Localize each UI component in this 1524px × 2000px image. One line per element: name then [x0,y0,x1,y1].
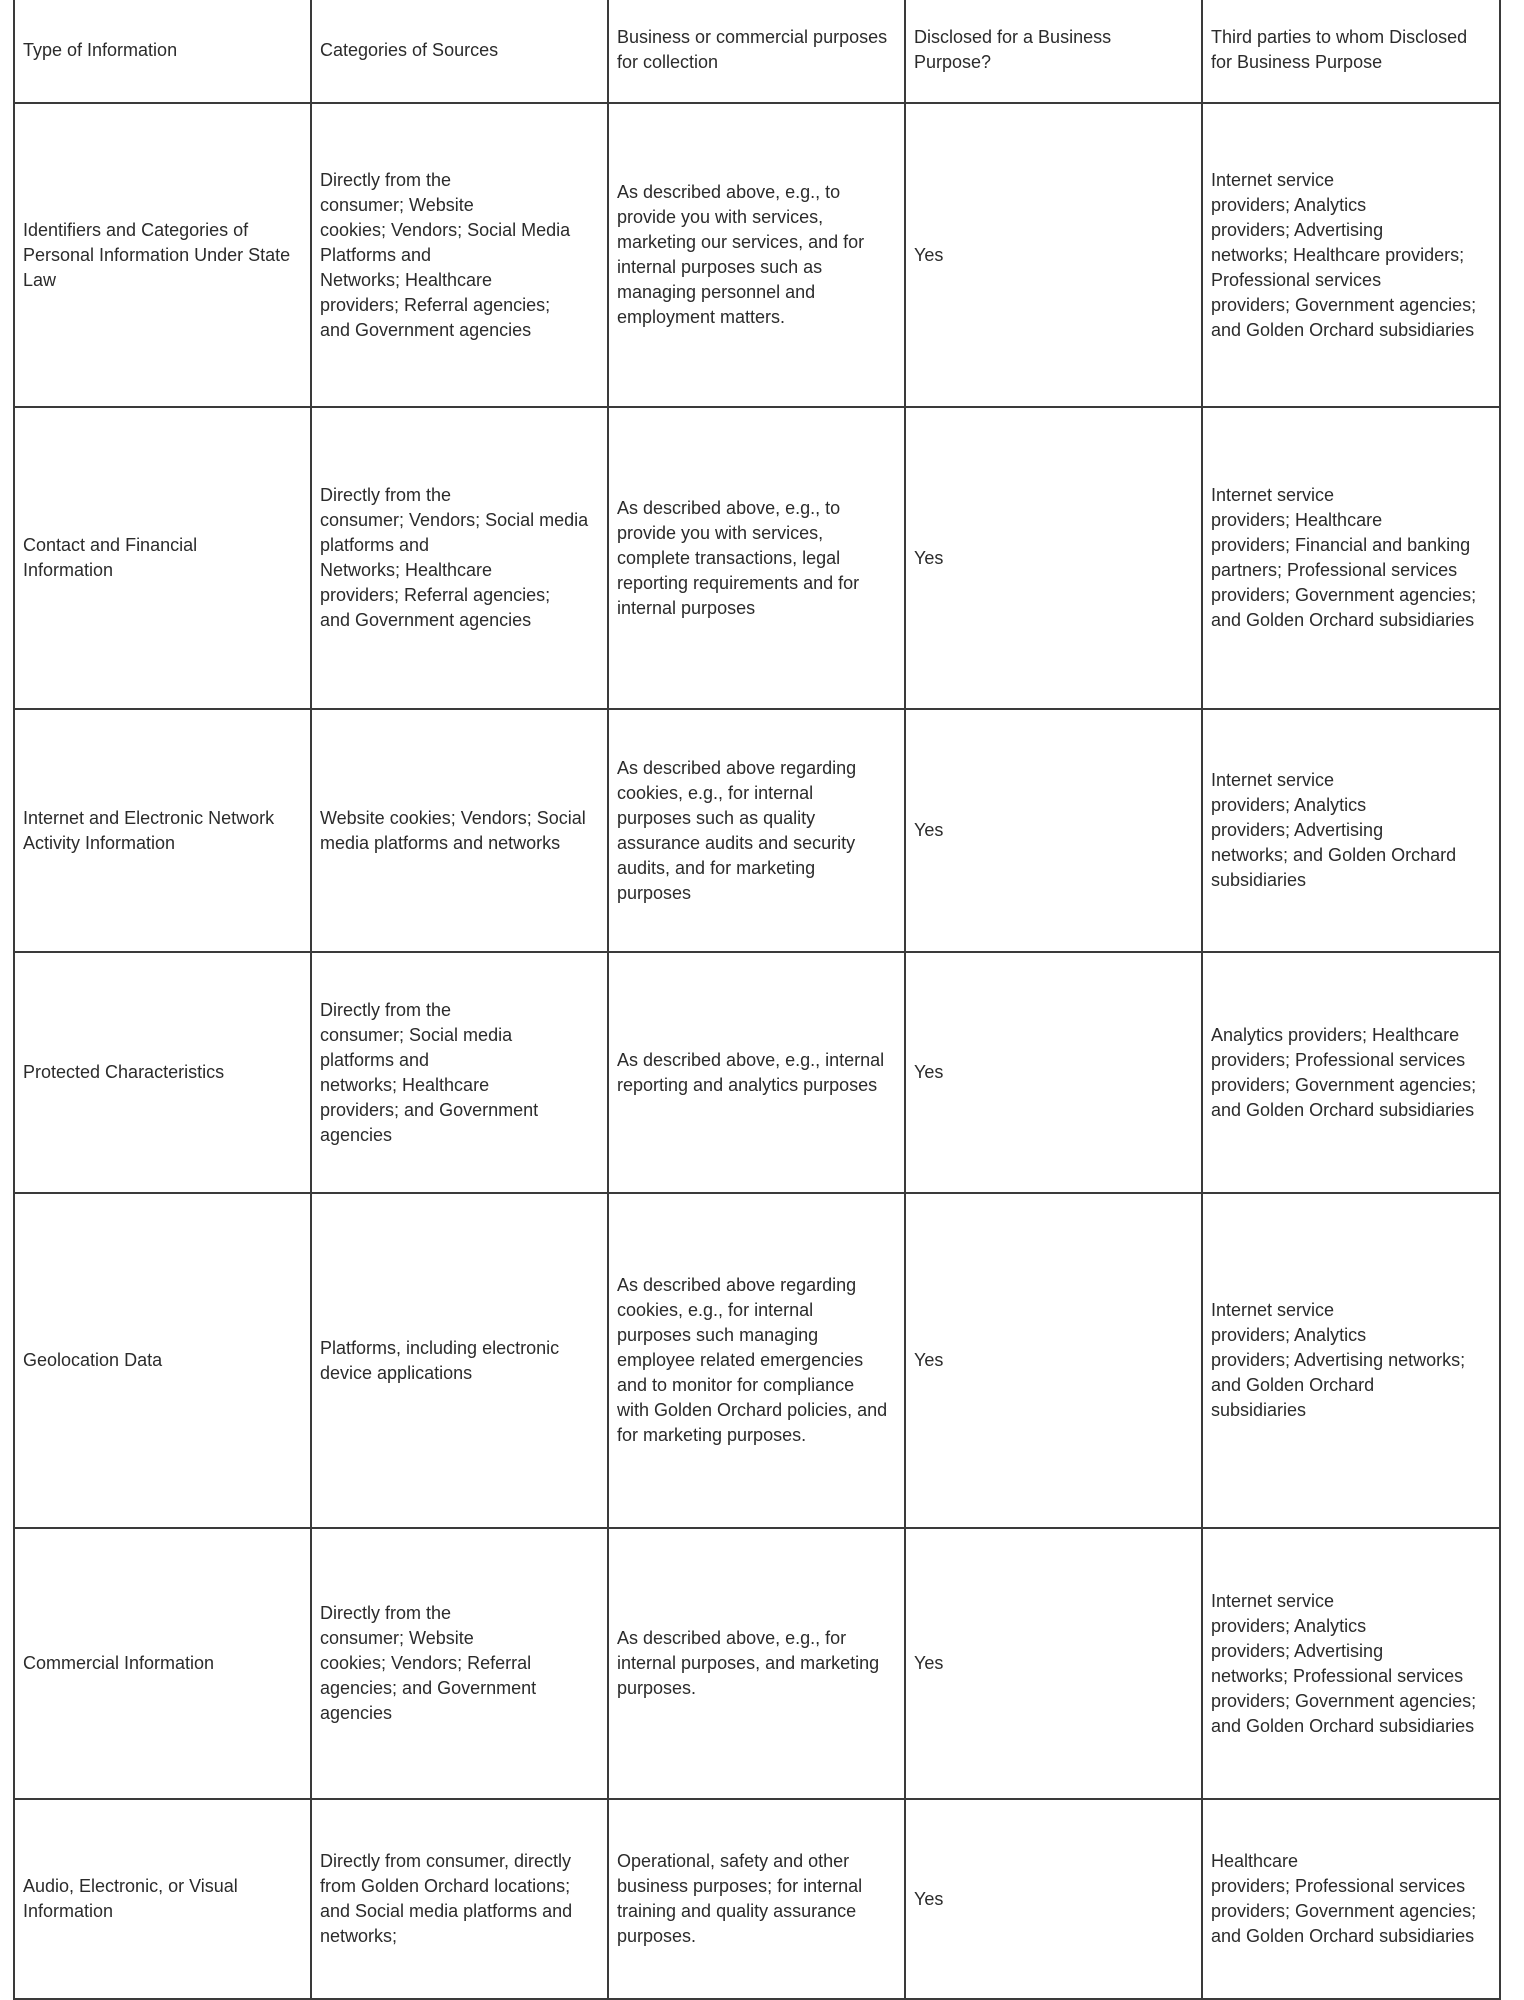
personal-information-disclosure-table [13,0,1501,2000]
cell-categories-of-sources: Directly from consumer, directly from Golden Orchard locations; and Social media platforms and networks; [311,1799,608,1999]
cell-third-parties: Internet service providers; Analytics providers; Advertising networks; Healthcare providers; Professional services providers; Government agencies; and Golden Orchard subsidiaries [1202,103,1500,407]
cell-disclosed: Yes [905,709,1202,952]
cell-categories-of-sources: Directly from the consumer; Website cookies; Vendors; Referral agencies; and Government agencies [311,1528,608,1799]
cell-type-of-information: Commercial Information [14,1528,311,1799]
cell-type-of-information: Geolocation Data [14,1193,311,1528]
cell-disclosed: Yes [905,1799,1202,1999]
cell-categories-of-sources: Directly from the consumer; Social media platforms and networks; Healthcare providers; and Government agencies [311,952,608,1193]
cell-disclosed: Yes [905,103,1202,407]
cell-disclosed: Yes [905,952,1202,1193]
table-row [14,952,1500,1193]
cell-disclosed: Yes [905,407,1202,709]
cell-categories-of-sources: Directly from the consumer; Vendors; Social media platforms and Networks; Healthcare providers; Referral agencies; and Government agencies [311,407,608,709]
table-row [14,709,1500,952]
cell-type-of-information: Internet and Electronic Network Activity Information [14,709,311,952]
cell-type-of-information: Protected Characteristics [14,952,311,1193]
cell-third-parties: Internet service providers; Analytics providers; Advertising networks; and Golden Orchard subsidiaries [1202,709,1500,952]
table-row [14,407,1500,709]
cell-disclosed: Yes [905,1193,1202,1528]
table-row [14,103,1500,407]
cell-business-purposes: As described above regarding cookies, e.g., for internal purposes such managing employee related emergencies and to monitor for compliance with Golden Orchard policies, and for marketing purposes. [608,1193,905,1528]
table-row [14,1193,1500,1528]
cell-disclosed: Yes [905,1528,1202,1799]
header-disclosed: Disclosed for a Business Purpose? [905,0,1202,103]
cell-third-parties: Internet service providers; Analytics providers; Advertising networks; and Golden Orchard subsidiaries [1202,1193,1500,1528]
cell-categories-of-sources: Directly from the consumer; Website cookies; Vendors; Social Media Platforms and Networks; Healthcare providers; Referral agencies; and Government agencies [311,103,608,407]
cell-business-purposes: As described above, e.g., to provide you with services, marketing our services, and for internal purposes such as managing personnel and employment matters. [608,103,905,407]
cell-business-purposes: As described above regarding cookies, e.g., for internal purposes such as quality assurance audits and security audits, and for marketing purposes [608,709,905,952]
cell-categories-of-sources: Platforms, including electronic device applications [311,1193,608,1528]
disclosure-table-container [13,0,1499,2000]
cell-categories-of-sources: Website cookies; Vendors; Social media platforms and networks [311,709,608,952]
cell-business-purposes: As described above, e.g., to provide you with services, complete transactions, legal reporting requirements and for internal purposes [608,407,905,709]
cell-type-of-information: Contact and Financial Information [14,407,311,709]
header-business-purposes: Business or commercial purposes for collection [608,0,905,103]
cell-business-purposes: As described above, e.g., for internal purposes, and marketing purposes. [608,1528,905,1799]
cell-third-parties: Healthcare providers; Professional services providers; Government agencies; and Golden Orchard subsidiaries [1202,1799,1500,1999]
table-row [14,1528,1500,1799]
cell-third-parties: Analytics providers; Healthcare providers; Professional services providers; Government agencies; and Golden Orchard subsidiaries [1202,952,1500,1193]
header-categories-of-sources: Categories of Sources [311,0,608,103]
cell-third-parties: Internet service providers; Healthcare providers; Financial and banking partners; Professional services providers; Government agencies; and Golden Orchard subsidiaries [1202,407,1500,709]
cell-business-purposes: As described above, e.g., internal reporting and analytics purposes [608,952,905,1193]
table-row [14,1799,1500,1999]
table-header-row [14,0,1500,103]
cell-type-of-information: Identifiers and Categories of Personal Information Under State Law [14,103,311,407]
cell-third-parties: Internet service providers; Analytics providers; Advertising networks; Professional services providers; Government agencies; and Golden Orchard subsidiaries [1202,1528,1500,1799]
cell-business-purposes: Operational, safety and other business purposes; for internal training and quality assurance purposes. [608,1799,905,1999]
header-type-of-information: Type of Information [14,0,311,103]
cell-type-of-information: Audio, Electronic, or Visual Information [14,1799,311,1999]
header-third-parties: Third parties to whom Disclosed for Business Purpose [1202,0,1500,103]
